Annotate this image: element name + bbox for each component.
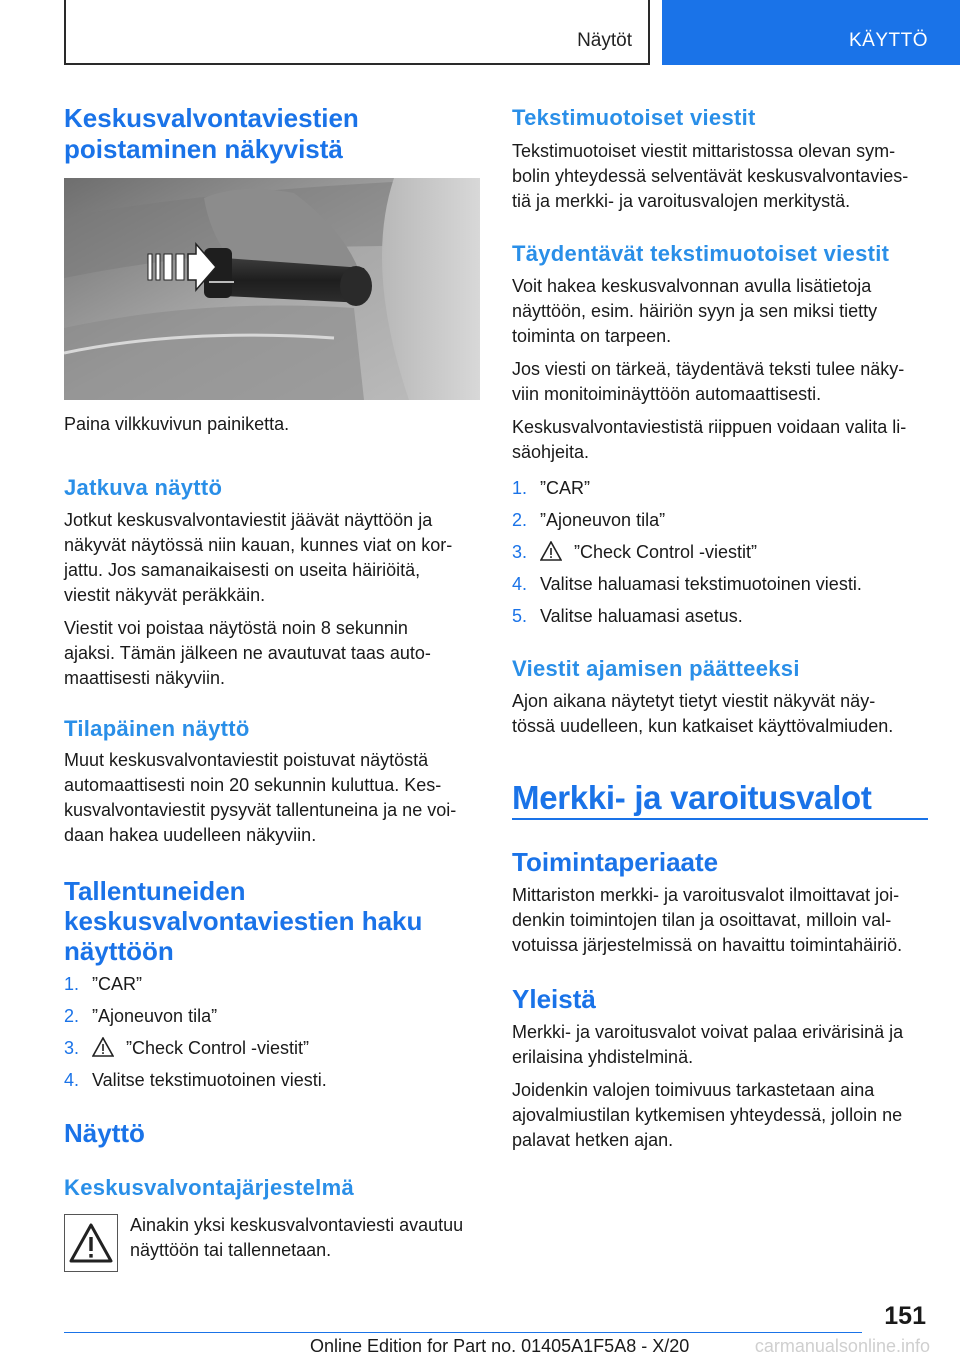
watermark: carmanualsonline.info xyxy=(754,1336,930,1356)
paragraph-supplementary-2 xyxy=(512,357,904,407)
paragraph-supplementary-1 xyxy=(512,274,877,349)
paragraph-continuous-1 xyxy=(64,508,452,608)
text-line: näyttöön, esim. häiriön syyn ja sen miksi tietty xyxy=(512,301,878,321)
text-line: tiä ja merkki- ja varoitusvalojen merkitystä. xyxy=(512,191,851,211)
list-number: 2. xyxy=(64,1006,80,1026)
list-text: ”Ajoneuvon tila” xyxy=(92,1006,218,1026)
heading-principle: Toimintaperiaate xyxy=(512,847,719,877)
text-line: Muut keskusvalvontaviestit poistuvat näytöstä xyxy=(64,750,429,770)
warning-triangle-icon xyxy=(65,1215,117,1271)
text-line: Merkki- ja varoitusvalot voivat palaa erivärisinä ja xyxy=(512,1022,904,1042)
text-line: ajaksi. Tämän jälkeen ne avautuvat taas auto- xyxy=(64,643,431,663)
list-text: Valitse tekstimuotoinen viesti. xyxy=(92,1070,327,1090)
paragraph-temporary xyxy=(64,748,456,848)
paragraph-text-messages xyxy=(512,139,908,214)
text-line: automaattisesti noin 20 sekunnin kuluttua. Kes- xyxy=(64,775,442,795)
text-line: bolin yhteydessä selventävät keskusvalvontavies- xyxy=(512,166,909,186)
text-line: votuissa järjestelmissä on havaittu toimintahäiriö. xyxy=(512,935,903,955)
text-line: Ainakin yksi keskusvalvontaviesti avautuu xyxy=(130,1215,464,1235)
heading-general: Yleistä xyxy=(512,984,596,1014)
heading-line: keskusvalvontaviestien haku xyxy=(64,906,423,936)
list-text: ”Check Control -viestit” xyxy=(574,542,758,562)
paragraph-supplementary-3 xyxy=(512,415,906,465)
text-line: jattu. Jos samanaikaisesti on useita häiriöitä, xyxy=(64,560,421,580)
heading-line: Keskusvalvontaviestien xyxy=(64,103,359,133)
text-line: Ajon aikana näytetyt tietyt viestit näkyvät näy- xyxy=(512,691,876,711)
list-number: 4. xyxy=(512,574,528,594)
text-line: kusvalvontaviestit pysyvät tallentuneina ja ne voi- xyxy=(64,800,457,820)
header-chapter-label: KÄYTTÖ xyxy=(848,30,928,51)
heading-temporary-display: Tilapäinen näyttö xyxy=(64,716,250,741)
heading-check-control-system: Keskusvalvontajärjestelmä xyxy=(64,1175,354,1200)
list-number: 4. xyxy=(64,1070,80,1090)
list-item xyxy=(512,540,930,572)
list-number: 1. xyxy=(64,974,80,994)
paragraph-general-1 xyxy=(512,1020,903,1070)
heading-line: poistaminen näkyvistä xyxy=(64,134,343,164)
text-line: tössä uudelleen, kun katkaiset käyttövalmiuden. xyxy=(512,716,894,736)
list-item xyxy=(64,1068,482,1100)
text-line: palavat hetken ajan. xyxy=(512,1130,674,1150)
header-chapter-tab[interactable] xyxy=(662,0,960,65)
paragraph-general-2 xyxy=(512,1078,902,1153)
text-line: Voit hakea keskusvalvonnan avulla lisätietoja xyxy=(512,276,872,296)
list-number: 1. xyxy=(512,478,528,498)
warning-triangle-icon xyxy=(92,1037,114,1057)
text-line: Jos viesti on tärkeä, täydentävä teksti tulee näky- xyxy=(512,359,905,379)
paragraph-continuous-2 xyxy=(64,616,431,691)
list-text: ”CAR” xyxy=(92,974,142,994)
text-line: denkin toimintojen tilan ja osoittavat, milloin val- xyxy=(512,910,892,930)
chapter-title-indicator-lights: Merkki- ja varoitusvalot xyxy=(512,779,872,816)
list-number: 5. xyxy=(512,606,528,626)
text-line: viestit näkyvät peräkkäin. xyxy=(64,585,266,605)
photo-caption: Paina vilkkuvivun painiketta. xyxy=(64,414,290,434)
footer-edition: Online Edition for Part no. 01405A1F5A8 - X/20 xyxy=(310,1336,690,1356)
text-line: daan hakea uudelleen näkyviin. xyxy=(64,825,317,845)
paragraph-end-of-trip xyxy=(512,689,893,739)
chapter-title-rule xyxy=(512,818,928,820)
list-text: ”Check Control -viestit” xyxy=(126,1038,310,1058)
footer-rule xyxy=(64,1332,862,1333)
text-line: näkyvät näytössä niin kauan, kunnes viat on kor- xyxy=(64,535,453,555)
photo-illustration xyxy=(64,178,480,400)
text-line: viin monitoiminäyttöön automaattisesti. xyxy=(512,384,822,404)
text-line: Mittariston merkki- ja varoitusvalot ilmoittavat joi- xyxy=(512,885,900,905)
text-line: Tekstimuotoiset viestit mittaristossa olevan sym- xyxy=(512,141,896,161)
list-item xyxy=(512,604,930,636)
heading-remove-messages xyxy=(64,103,359,165)
header-section-box xyxy=(64,0,650,65)
heading-supplementary-messages: Täydentävät tekstimuotoiset viestit xyxy=(512,241,890,266)
list-item xyxy=(64,1004,482,1036)
warning-box xyxy=(64,1214,118,1272)
heading-text-messages: Tekstimuotoiset viestit xyxy=(512,105,756,130)
list-item xyxy=(512,508,930,540)
text-line: Jotkut keskusvalvontaviestit jäävät näyttöön ja xyxy=(64,510,433,530)
text-line: maattisesti näkyviin. xyxy=(64,668,226,688)
list-text: ”Ajoneuvon tila” xyxy=(540,510,666,530)
heading-continuous-display: Jatkuva näyttö xyxy=(64,475,223,500)
list-text: Valitse haluamasi tekstimuotoinen viesti. xyxy=(540,574,862,594)
heading-saved-messages xyxy=(64,876,422,966)
text-line: Keskusvalvontaviestistä riippuen voidaan valita li- xyxy=(512,417,907,437)
list-item xyxy=(64,972,482,1004)
list-item xyxy=(512,476,930,508)
text-line: Joidenkin valojen toimivuus tarkastetaan aina xyxy=(512,1080,875,1100)
paragraph-principle xyxy=(512,883,902,958)
text-line: Viestit voi poistaa näytöstä noin 8 sekunnin xyxy=(64,618,408,638)
supplementary-steps xyxy=(512,476,930,636)
text-line: erilaisina yhdistelminä. xyxy=(512,1047,694,1067)
saved-messages-steps xyxy=(64,972,482,1100)
page-number: 151 xyxy=(884,1302,926,1330)
heading-line: näyttöön xyxy=(64,936,174,966)
text-line: säohjeita. xyxy=(512,442,590,462)
list-item xyxy=(512,572,930,604)
list-text: Valitse haluamasi asetus. xyxy=(540,606,743,626)
turn-signal-button-photo xyxy=(64,178,480,400)
heading-display: Näyttö xyxy=(64,1118,145,1148)
list-item xyxy=(64,1036,482,1068)
heading-line: Tallentuneiden xyxy=(64,876,246,906)
text-line: ajovalmiustilan kytkemisen yhteydessä, jolloin ne xyxy=(512,1105,903,1125)
list-number: 3. xyxy=(64,1038,80,1058)
warning-triangle-icon xyxy=(540,541,562,561)
text-line: näyttöön tai tallennetaan. xyxy=(130,1240,332,1260)
list-number: 2. xyxy=(512,510,528,530)
warning-text xyxy=(130,1213,463,1263)
list-number: 3. xyxy=(512,542,528,562)
text-line: toiminta on tarpeen. xyxy=(512,326,672,346)
header-section-title: Näytöt xyxy=(577,30,632,51)
heading-end-of-trip: Viestit ajamisen päätteeksi xyxy=(512,656,800,681)
list-text: ”CAR” xyxy=(540,478,590,498)
